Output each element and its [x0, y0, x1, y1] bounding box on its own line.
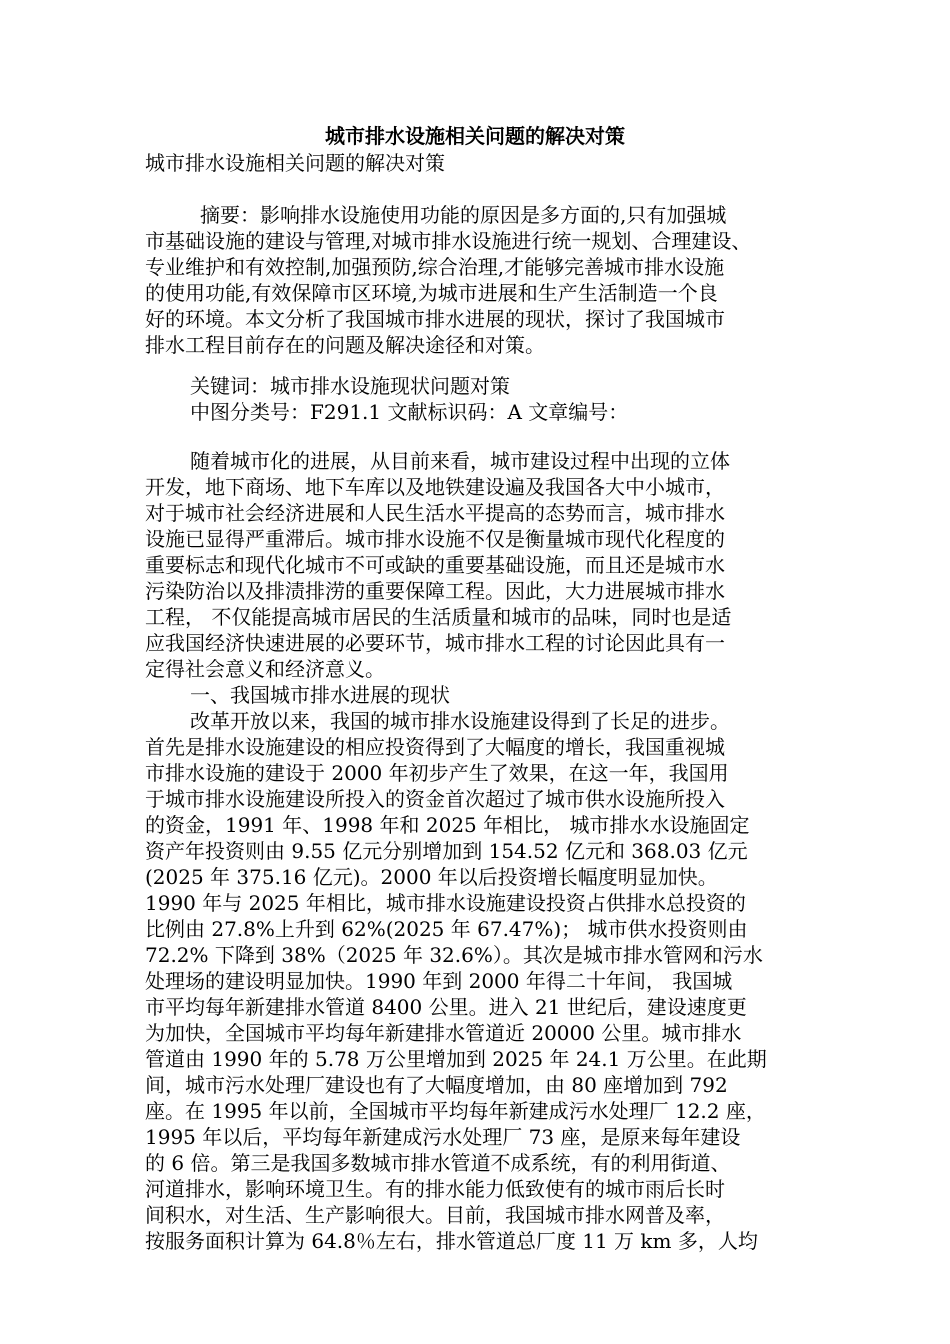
section1-line: 座。在 1995 年以前，全国城市平均每年新建成污水处理厂 12.2 座，	[145, 1099, 766, 1123]
abstract-line: 好的环境。本文分析了我国城市排水进展的现状，探讨了我国城市	[145, 307, 725, 331]
intro-line: 污染防治以及排渍排涝的重要保障工程。因此，大力进展城市排水	[145, 579, 725, 603]
section1-line: 于城市排水设施建设所投入的资金首次超过了城市供水设施所投入	[145, 787, 725, 811]
section1-line: 间积水，对生活、生产影响很大。目前，我国城市排水网普及率，	[145, 1203, 725, 1227]
section1-line: 的 6 倍。第三是我国多数城市排水管道不成系统，有的利用街道、	[145, 1151, 731, 1175]
section1-line: 1995 年以后，平均每年新建成污水处理厂 73 座，是原来每年建设	[145, 1125, 741, 1149]
section1-line: 改革开放以来，我国的城市排水设施建设得到了长足的进步。	[190, 709, 730, 733]
section1-line: 资产年投资则由 9.55 亿元分别增加到 154.52 亿元和 368.03 亿元	[145, 839, 748, 863]
section1-line: (2025 年 375.16 亿元)。2000 年以后投资增长幅度明显加快。	[145, 865, 718, 889]
intro-line: 应我国经济快速进展的必要环节，城市排水工程的讨论因此具有一	[145, 631, 725, 655]
keywords-line: 关键词：城市排水设施现状问题对策	[190, 374, 510, 398]
section1-line: 72.2% 下降到 38%（2025 年 32.6%）。其次是城市排水管网和污水	[145, 943, 763, 967]
section1-line: 河道排水，影响环境卫生。有的排水能力低致使有的城市雨后长时	[145, 1177, 725, 1201]
abstract-line: 专业维护和有效控制,加强预防,综合治理,才能够完善城市排水设施	[145, 255, 725, 279]
section1-line: 1990 年与 2025 年相比，城市排水设施建设投资占供排水总投资的	[145, 891, 746, 915]
intro-line: 随着城市化的进展，从目前来看，城市建设过程中出现的立体	[190, 449, 730, 473]
intro-line: 设施已显得严重滞后。城市排水设施不仅是衡量城市现代化程度的	[145, 527, 725, 551]
section1-line: 市平均每年新建排水管道 8400 公里。进入 21 世纪后，建设速度更	[145, 995, 747, 1019]
section1-line: 首先是排水设施建设的相应投资得到了大幅度的增长，我国重视城	[145, 735, 725, 759]
abstract-line: 的使用功能,有效保障市区环境,为城市进展和生产生活制造一个良	[145, 281, 718, 305]
intro-line: 工程， 不仅能提高城市居民的生活质量和城市的品味，同时也是适	[145, 605, 732, 629]
document-subtitle: 城市排水设施相关问题的解决对策	[145, 151, 445, 175]
section1-line: 按服务面积计算为 64.8％左右，排水管道总厂度 11 万 km 多，人均	[145, 1229, 758, 1253]
intro-paragraph	[145, 448, 815, 708]
abstract-paragraph	[145, 202, 815, 358]
abstract-line: 市基础设施的建设与管理,对城市排水设施进行统一规划、合理建设、	[145, 229, 752, 253]
abstract-line: 排水工程目前存在的问题及解决途径和对策。	[145, 333, 545, 357]
document-title: 城市排水设施相关问题的解决对策	[325, 124, 625, 148]
section1-line: 比例由 27.8%上升到 62%(2025 年 67.47%)； 城市供水投资则由	[145, 917, 748, 941]
abstract-line: 摘要：影响排水设施使用功能的原因是多方面的,只有加强城	[200, 203, 727, 227]
section1-line: 处理场的建设明显加快。1990 年到 2000 年得二十年间， 我国城	[145, 969, 733, 993]
section1-line: 的资金，1991 年、1998 年和 2025 年相比， 城市排水水设施固定	[145, 813, 750, 837]
section-heading: 一、我国城市排水进展的现状	[190, 683, 450, 707]
metadata-block	[145, 373, 815, 425]
section1-line: 间，城市污水处理厂建设也有了大幅度增加，由 80 座增加到 792	[145, 1073, 728, 1097]
section1-line: 市排水设施的建设于 2000 年初步产生了效果，在这一年，我国用	[145, 761, 729, 785]
intro-line: 定得社会意义和经济意义。	[145, 657, 385, 681]
intro-line: 重要标志和现代化城市不可或缺的重要基础设施，而且还是城市水	[145, 553, 725, 577]
classification-line: 中图分类号：F291.1 文献标识码：A 文章编号：	[190, 400, 629, 424]
intro-line: 开发，地下商场、地下车库以及地铁建设遍及我国各大中小城市，	[145, 475, 725, 499]
section1-line: 为加快，全国城市平均每年新建排水管道近 20000 公里。城市排水	[145, 1021, 742, 1045]
section1-line: 管道由 1990 年的 5.78 万公里增加到 2025 年 24.1 万公里。在此期	[145, 1047, 767, 1071]
section1-paragraph	[145, 708, 815, 1254]
intro-line: 对于城市社会经济进展和人民生活水平提高的态势而言，城市排水	[145, 501, 725, 525]
